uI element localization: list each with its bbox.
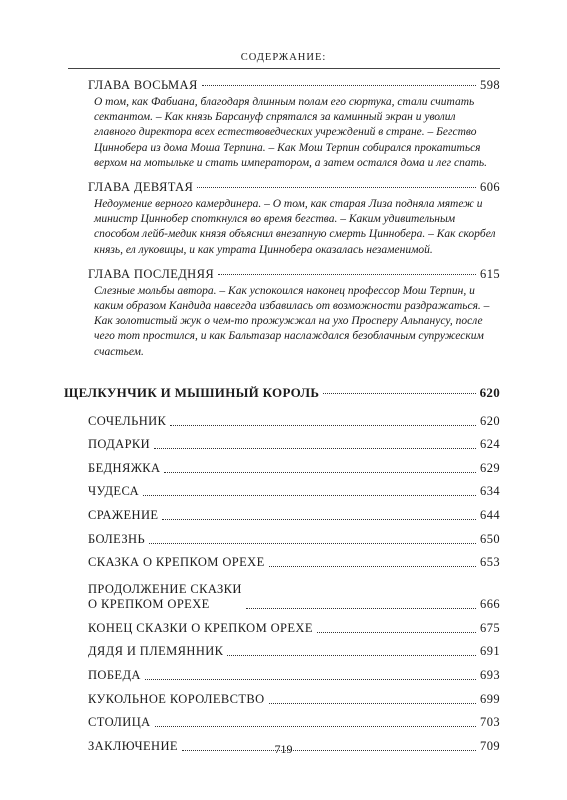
dot-leader bbox=[269, 703, 476, 704]
toc-entry[interactable] bbox=[88, 683, 500, 707]
toc-entry-page: 650 bbox=[480, 531, 500, 546]
toc-entry-page: 620 bbox=[479, 385, 500, 400]
running-head: СОДЕРЖАНИЕ: bbox=[240, 52, 327, 63]
toc-entry-title: ГЛАВА ВОСЬМАЯ bbox=[88, 78, 198, 92]
dot-leader bbox=[145, 679, 476, 680]
dot-leader bbox=[170, 425, 476, 426]
toc-entry[interactable] bbox=[88, 547, 500, 571]
chapter-summary: Слезные мольбы автора. – Как успокоился наконец профессор Мош Терпин, и каким образом Кандида навсегда избавилась от возможности раздражаться. – Как золотистый жук о чем-то прожужжал на ухо Просперу Альпанусу, после чего тот простился, и как Бальтазар наслаждался безоблачным супружеским счастьем. bbox=[94, 284, 490, 358]
toc-entry-page: 709 bbox=[480, 738, 500, 753]
toc-entry-page: 675 bbox=[480, 620, 500, 635]
toc-entry[interactable] bbox=[88, 180, 500, 195]
toc-entry[interactable] bbox=[88, 499, 500, 523]
toc-entry-title: БЕДНЯЖКА bbox=[88, 460, 161, 475]
toc-entry-page: 666 bbox=[480, 597, 500, 612]
toc-chapter-last bbox=[88, 267, 500, 360]
toc-entry[interactable] bbox=[88, 523, 500, 547]
dot-leader bbox=[202, 85, 476, 86]
toc-entry-title: ЗАКЛЮЧЕНИЕ bbox=[88, 738, 178, 753]
toc-entry-page: 598 bbox=[480, 78, 500, 92]
toc-entry-page: 620 bbox=[480, 413, 500, 428]
toc-entry-title: ГЛАВА ПОСЛЕДНЯЯ bbox=[88, 266, 215, 281]
toc-entry-page: 699 bbox=[480, 691, 500, 706]
toc-entry-title: БОЛЕЗНЬ bbox=[88, 531, 146, 546]
dot-leader bbox=[162, 519, 476, 520]
dot-leader bbox=[155, 726, 476, 727]
toc-entry-title: КОНЕЦ СКАЗКИ О КРЕПКОМ ОРЕХЕ bbox=[88, 620, 313, 635]
dot-leader bbox=[197, 187, 476, 188]
chapter-summary: Недоумение верного камердинера. – О том, как старая Лиза подняла мятеж и министр Циннобер споткнулся во время бегства. – Каким удивительным способом лейб-медик князя объяснил внезапную смерть Циннобера. – Как скорбел князь, ел луковицы, и как утрата Циннобера оказалась незаменимой. bbox=[94, 198, 496, 256]
toc-entry[interactable] bbox=[88, 707, 500, 731]
toc-entry[interactable] bbox=[88, 405, 500, 429]
toc-entry-title: ПОДАРКИ bbox=[88, 437, 151, 452]
toc-entry-title: ДЯДЯ И ПЛЕМЯННИК bbox=[88, 644, 224, 659]
chapter-summary: О том, как Фабиана, благодаря длинным полам его сюртука, стали считать сектантом. – Как князь Барсануф спрятался за каминный экран и уволил главного директора всех естествоведческих учреждений в стране. – Бегство Циннобера из дома Моша Терпина. – Как Мош Терпин собирался прокатиться верхом на мотыльке и стать императором, а затем остался дома и лег спать. bbox=[94, 96, 488, 169]
toc-entry-title-line: ПРОДОЛЖЕНИЕ СКАЗКИ bbox=[88, 582, 242, 597]
toc-entry-title bbox=[88, 582, 242, 612]
toc-entry-page: 691 bbox=[480, 644, 500, 659]
toc-sub-entries bbox=[88, 405, 500, 754]
toc-major-entry bbox=[64, 385, 500, 401]
toc-entry-page: 606 bbox=[480, 180, 500, 195]
toc-entry-page: 703 bbox=[480, 715, 500, 730]
toc-entry-page: 644 bbox=[480, 507, 500, 522]
dot-leader bbox=[143, 495, 476, 496]
toc-entry-title: ЩЕЛКУНЧИК И МЫШИНЫЙ КОРОЛЬ bbox=[64, 385, 320, 400]
dot-leader bbox=[218, 274, 476, 275]
toc-entry-title: СКАЗКА О КРЕПКОМ ОРЕХЕ bbox=[88, 555, 265, 570]
dot-leader bbox=[154, 448, 476, 449]
toc-entry[interactable] bbox=[88, 570, 500, 612]
toc-entry-title: ГЛАВА ДЕВЯТАЯ bbox=[88, 180, 194, 195]
toc-entry[interactable] bbox=[88, 267, 500, 282]
dot-leader bbox=[246, 608, 476, 609]
toc-entry[interactable] bbox=[88, 78, 500, 93]
toc-chapters bbox=[88, 72, 500, 360]
dot-leader bbox=[323, 393, 475, 394]
dot-leader bbox=[269, 566, 476, 567]
toc-entry-title: СТОЛИЦА bbox=[88, 715, 151, 730]
toc-entry[interactable] bbox=[64, 385, 500, 401]
page-number: 719 bbox=[274, 742, 293, 756]
toc-entry-page: 615 bbox=[480, 266, 500, 281]
dot-leader bbox=[227, 655, 476, 656]
toc-entry-title: КУКОЛЬНОЕ КОРОЛЕВСТВО bbox=[88, 691, 265, 706]
toc-entry-title: ЧУДЕСА bbox=[88, 484, 140, 499]
toc-entry-page: 693 bbox=[480, 667, 500, 682]
toc-entry-page: 634 bbox=[480, 484, 500, 499]
header-rule bbox=[68, 68, 500, 69]
dot-leader bbox=[149, 543, 476, 544]
dot-leader bbox=[317, 632, 476, 633]
toc-entry[interactable] bbox=[88, 612, 500, 636]
toc-entry[interactable] bbox=[88, 452, 500, 476]
toc-entry[interactable] bbox=[88, 429, 500, 453]
toc-entry-title: СРАЖЕНИЕ bbox=[88, 507, 159, 522]
toc-entry-title-line: О КРЕПКОМ ОРЕХЕ bbox=[88, 597, 210, 612]
toc-entry-page: 653 bbox=[480, 555, 500, 570]
toc-entry[interactable] bbox=[88, 659, 500, 683]
toc-entry[interactable] bbox=[88, 636, 500, 660]
toc-entry[interactable] bbox=[88, 476, 500, 500]
dot-leader bbox=[164, 472, 476, 473]
toc-entry-page: 624 bbox=[480, 437, 500, 452]
toc-entry-title: СОЧЕЛЬНИК bbox=[88, 413, 167, 428]
toc-entry-title: ПОБЕДА bbox=[88, 667, 141, 682]
toc-chapter-8 bbox=[88, 78, 500, 171]
toc-entry-page: 629 bbox=[480, 460, 500, 475]
toc-chapter-9 bbox=[88, 180, 500, 258]
